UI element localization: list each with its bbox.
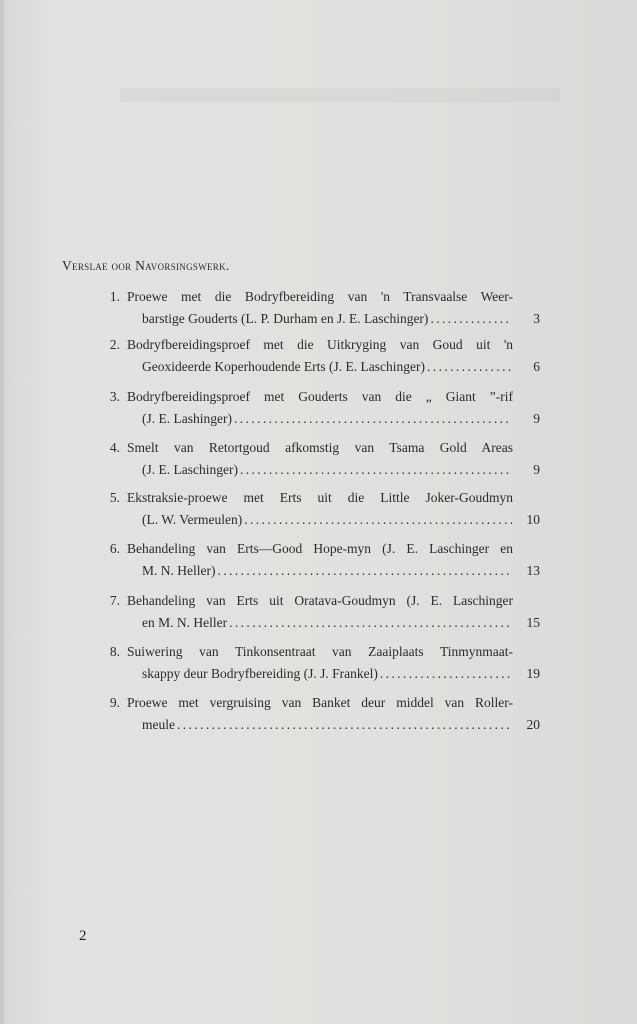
entry-title-line2 (142, 509, 512, 531)
entry-number: 2. (109, 337, 120, 352)
entry-page-number: 13 (526, 563, 540, 578)
entry-number: 3. (109, 389, 120, 404)
dot-leader (380, 663, 512, 685)
entry-title-line1: Behandeling van Erts—Good Hope-myn (J. E. Laschinger en (127, 541, 513, 556)
entry-page-number: 6 (533, 359, 540, 374)
entry-title-continuation: M. N. Heller) (142, 563, 216, 578)
entry-number: 9. (109, 695, 120, 710)
entry-title-line2 (142, 408, 512, 430)
page-number: 2 (79, 928, 87, 944)
entry-title-line1: Proewe met vergruising van Banket deur middel van Roller- (127, 695, 513, 710)
dot-leader (177, 714, 512, 736)
entry-title-line2 (142, 308, 512, 330)
entry-title-continuation: en M. N. Heller (142, 615, 228, 630)
entry-title-continuation: meule (142, 717, 175, 732)
dot-leader (427, 356, 512, 378)
dot-leader (234, 408, 512, 430)
entry-page-number: 9 (533, 462, 540, 477)
entry-number: 6. (109, 541, 120, 556)
entry-page-number: 10 (526, 512, 540, 527)
entry-title-continuation: skappy deur Bodryfbereiding (J. J. Frankel) (142, 666, 378, 681)
entry-number: 5. (109, 490, 120, 505)
entry-title-line1: Behandeling van Erts uit Oratava-Goudmyn (J. E. Laschinger (127, 593, 513, 608)
entry-page-number: 20 (526, 717, 540, 732)
entry-title-line1: Smelt van Retortgoud afkomstig van Tsama Gold Areas (127, 440, 513, 455)
entry-page-number: 15 (526, 615, 540, 630)
entry-title-continuation: (L. W. Vermeulen) (142, 512, 243, 527)
entry-title-line2 (142, 714, 512, 736)
page-edge (0, 0, 4, 1024)
show-through-text (120, 88, 560, 102)
entry-page-number: 19 (526, 666, 540, 681)
entry-title-line1: Suiwering van Tinkonsentraat van Zaaiplaats Tinmynmaat- (127, 644, 513, 659)
entry-number: 4. (109, 440, 120, 455)
dot-leader (240, 459, 512, 481)
dot-leader (430, 308, 512, 330)
entry-title-line2 (142, 560, 512, 582)
entry-number: 8. (109, 644, 120, 659)
entry-title-line2 (142, 356, 512, 378)
dot-leader (244, 509, 512, 531)
entry-page-number: 3 (533, 311, 540, 326)
entry-title-line2 (142, 459, 512, 481)
entry-title-continuation: Geoxideerde Koperhoudende Erts (J. E. Laschinger) (142, 359, 426, 374)
entry-number: 7. (109, 593, 120, 608)
entry-title-line1: Bodryfbereidingsproef met die Uitkryging van Goud uit 'n (127, 337, 513, 352)
section-heading: Verslae oor Navorsingswerk. (62, 258, 230, 273)
dot-leader (229, 612, 512, 634)
entry-title-continuation: barstige Gouderts (L. P. Durham en J. E. Laschinger) (142, 311, 429, 326)
entry-title-line1: Proewe met die Bodryfbereiding van 'n Transvaalse Weer- (127, 289, 513, 304)
entry-title-continuation: (J. E. Laschinger) (142, 462, 238, 477)
dot-leader (217, 560, 512, 582)
entry-title-line2 (142, 663, 512, 685)
entry-title-line1: Ekstraksie-proewe met Erts uit die Little Joker-Goudmyn (127, 490, 513, 505)
entry-number: 1. (109, 289, 120, 304)
entry-page-number: 9 (533, 411, 540, 426)
entry-title-line1: Bodryfbereidingsproef met Gouderts van die „ Giant ”-rif (127, 389, 513, 404)
entry-title-continuation: (J. E. Lashinger) (142, 411, 232, 426)
entry-title-line2 (142, 612, 512, 634)
